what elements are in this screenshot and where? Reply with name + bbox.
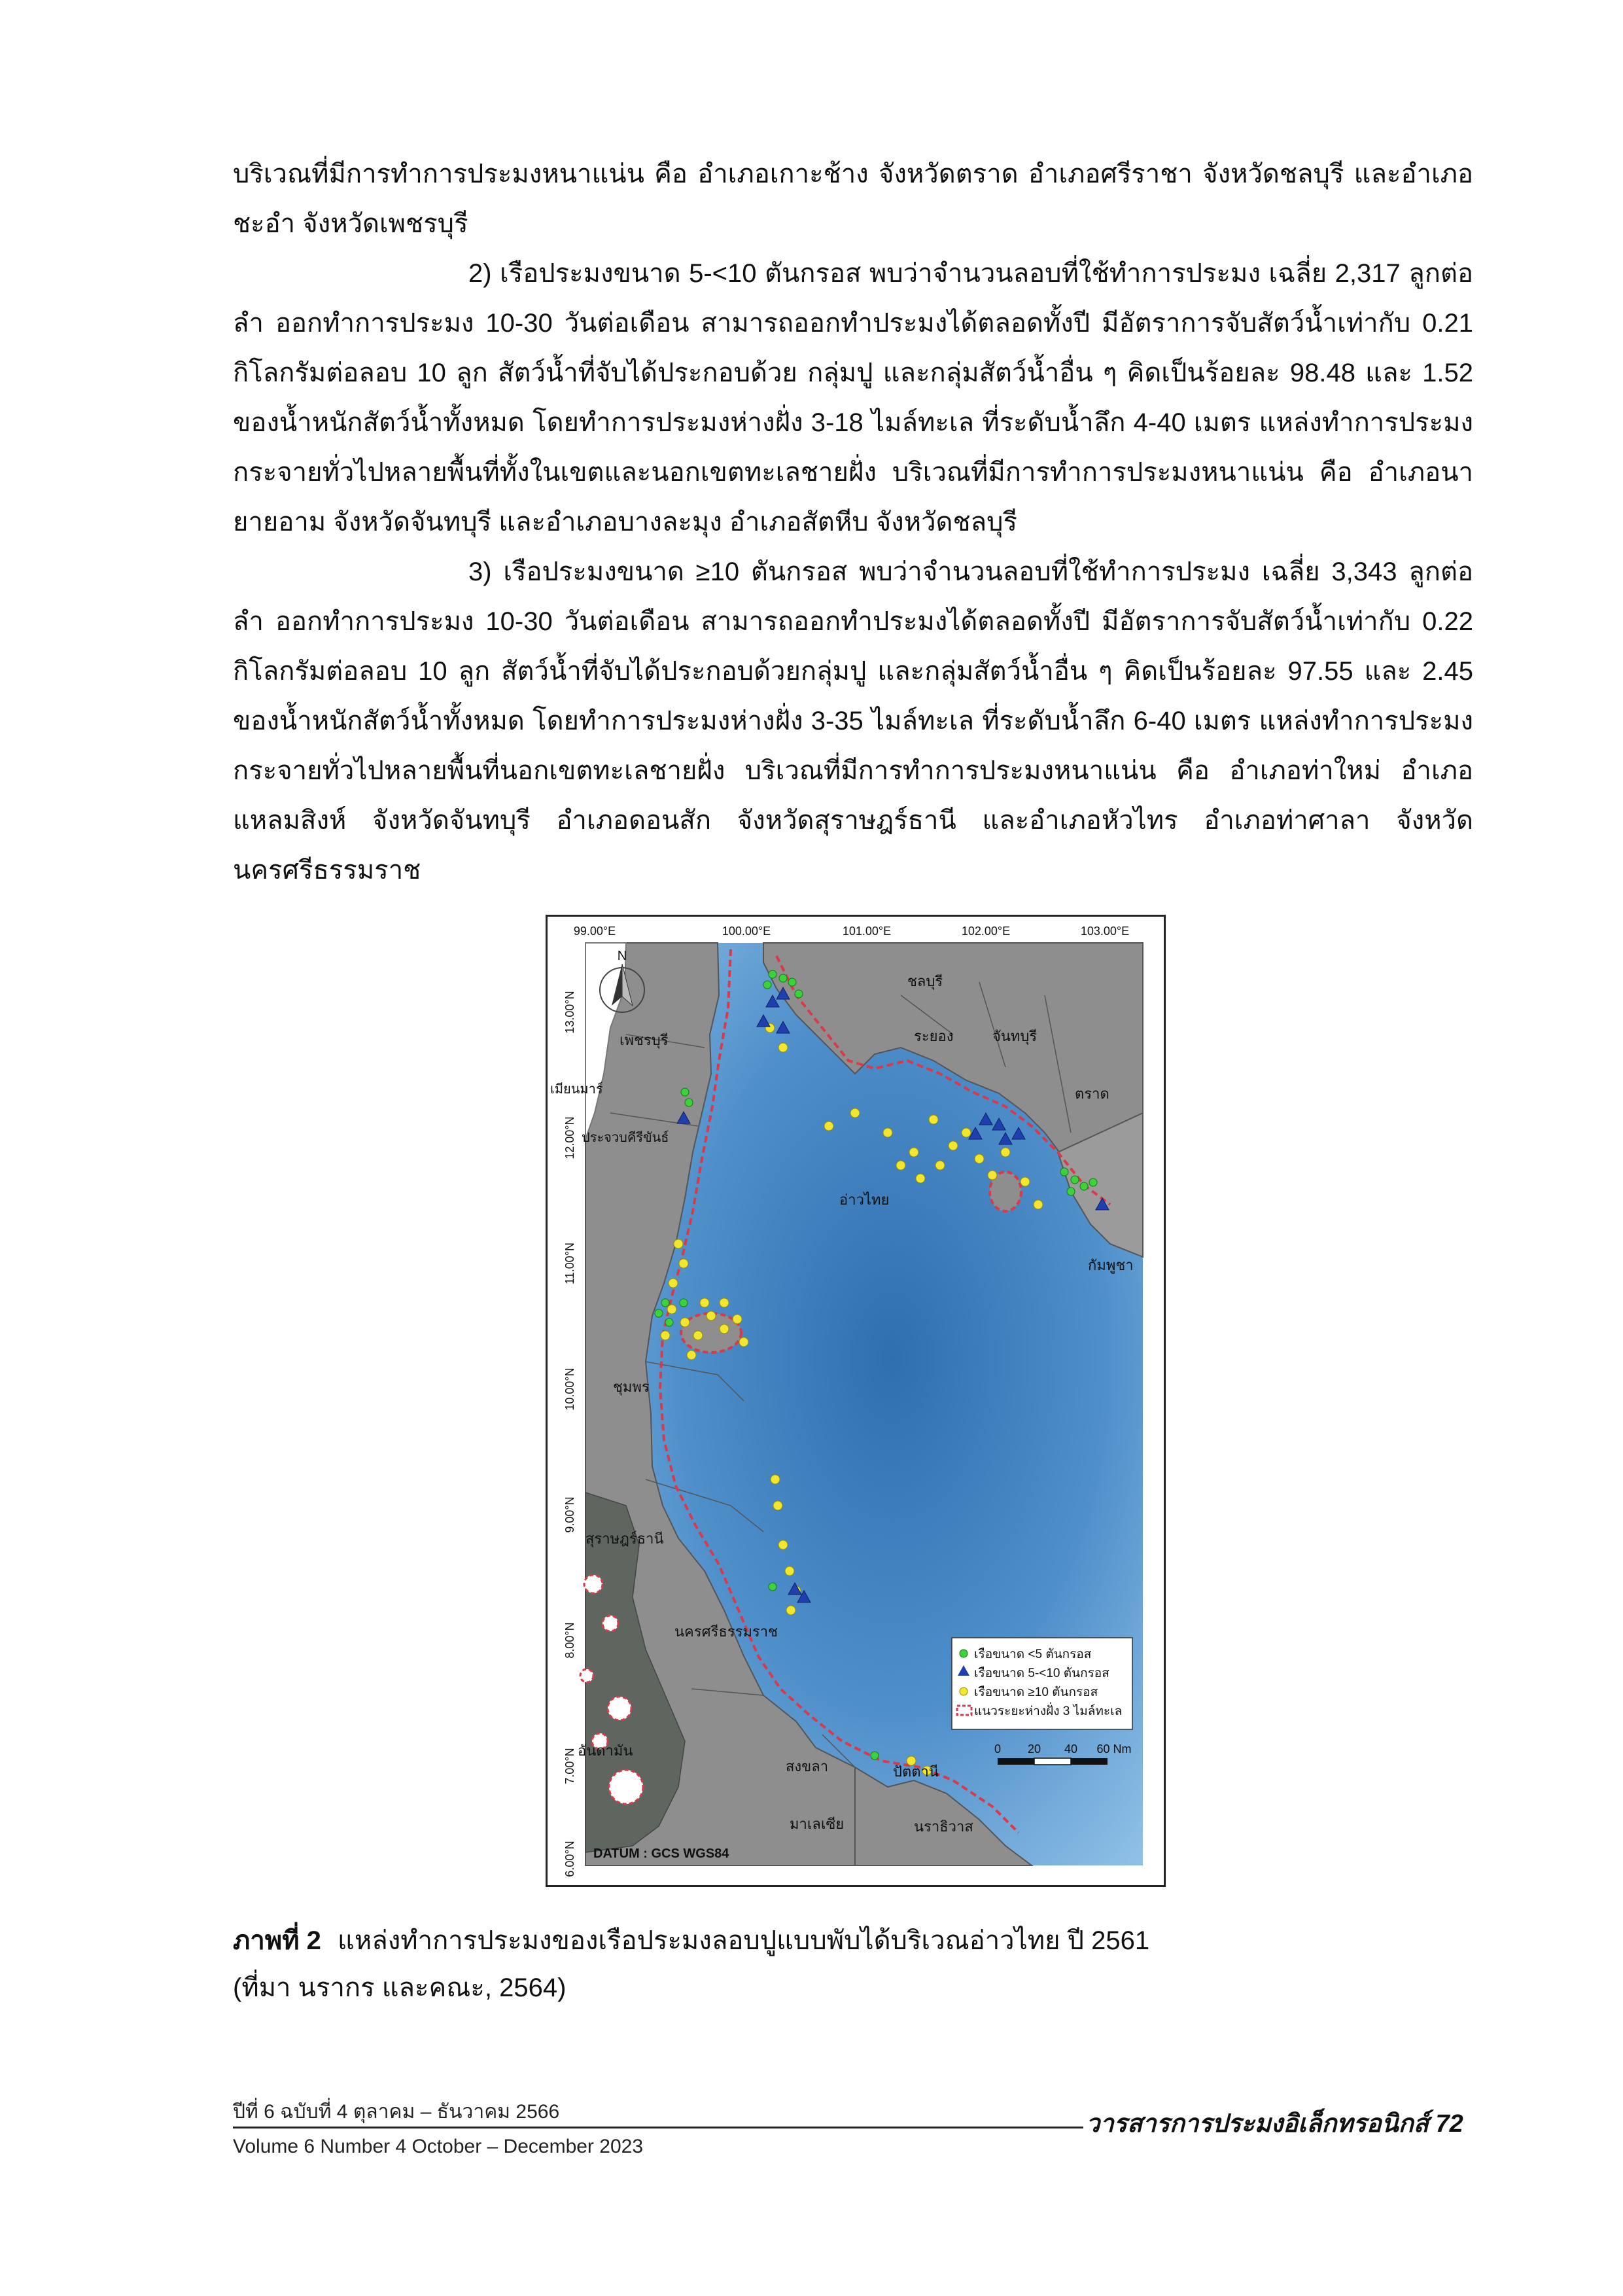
label-songkhla: สงขลา [786, 1758, 829, 1775]
label-pattani: ปัตตานี [893, 1763, 939, 1780]
label-trat: ตราด [1075, 1086, 1109, 1102]
caption-text: แหล่งทำการประมงของเรือประมงลอบปูแบบพับได้บริเวณอ่าวไทย ปี 2561 [338, 1926, 1150, 1955]
body-paragraph-3: 3) เรือประมงขนาด ≥10 ตันกรอส พบว่าจำนวนลอบที่ใช้ทำการประมง เฉลี่ย 3,343 ลูกต่อลำ ออกทำการประมง 10-30 วันต่อเดือน สามารถออกทำประมงได้ตลอดทั้งปี มีอัตราการจับสัตว์น้ำเท่ากับ 0.22 กิโลกรัมต่อลอบ 10 ลูก สัตว์น้ำที่จับได้ประกอบด้วยกลุ่มปู และกลุ่มสัตว์น้ำอื่น ๆ คิดเป็นร้อยละ 97.55 และ 2.45 ของน้ำหนักสัตว์น้ำทั้งหมด โดยทำการประมงห่างฝั่ง 3-35 ไมล์ทะเล ที่ระดับน้ำลึก 6-40 เมตร แหล่งทำการประมงกระจายทั่วไปหลายพื้นที่นอกเขตทะเลชายฝั่ง บริเวณที่มีการทำการประมงหนาแน่น คือ อำเภอท่าใหม่ อำเภอแหลมสิงห์ จังหวัดจันทบุรี อำเภอดอนสัก จังหวัดสุราษฎร์ธานี และอำเภอหัวไทร อำเภอท่าศาลา จังหวัดนครศรีธรรมราช [233, 557, 1473, 885]
north-label: N [617, 949, 627, 963]
scale-label-60: 60 Nm [1096, 1742, 1132, 1756]
lon-tick-102: 102.00°E [961, 925, 1011, 938]
label-phetchaburi: เพชรบุรี [620, 1032, 669, 1048]
body-paragraph-1: บริเวณที่มีการทำการประมงหนาแน่น คือ อำเภอเกาะช้าง จังหวัดตราด อำเภอศรีราชา จังหวัดชลบุรี และอำเภอชะอำ จังหวัดเพชรบุรี [233, 160, 1474, 238]
map-figure [548, 917, 1164, 1885]
map-legend [952, 1638, 1132, 1729]
footer-rule [233, 2127, 1083, 2128]
lon-tick-101: 101.00°E [842, 925, 892, 938]
lon-tick-100: 100.00°E [722, 925, 771, 938]
label-myanmar: เมียนมาร์ [550, 1082, 603, 1097]
legend-small-boats: เรือขนาด <5 ตันกรอส [974, 1648, 1092, 1661]
legend-medium-boats: เรือขนาด 5-<10 ตันกรอส [974, 1667, 1109, 1680]
label-gulf: อ่าวไทย [839, 1192, 890, 1208]
legend-buffer-line: แนวระยะห่างฝั่ง 3 ไมล์ทะเล [974, 1704, 1123, 1718]
label-andaman: อันดามัน [578, 1742, 633, 1759]
legend-large-boats: เรือขนาด ≥10 ตันกรอส [974, 1686, 1098, 1699]
label-narathiwat: นราธิวาส [914, 1818, 973, 1835]
footer-issue-th: ปีที่ 6 ฉบับที่ 4 ตุลาคม – ธันวาคม 2566 [233, 2101, 560, 2123]
caption-source: (ที่มา นรากร และคณะ, 2564) [233, 1973, 567, 2002]
label-cambodia: กัมพูชา [1088, 1257, 1134, 1273]
label-surat: สุราษฎร์ธานี [585, 1530, 664, 1547]
lat-tick-6: 6.00°N [563, 1841, 576, 1877]
lat-tick-13: 13.00°N [563, 991, 576, 1034]
scale-label-20: 20 [1027, 1742, 1041, 1756]
footer-journal-name: วารสารการประมงอิเล็กทรอนิกส์ 72 [1086, 2110, 1463, 2138]
lat-tick-11: 11.00°N [563, 1243, 576, 1284]
label-rayong: ระยอง [914, 1028, 954, 1044]
figure-caption [233, 1917, 1473, 2011]
footer-issue-en: Volume 6 Number 4 October – December 2023 [233, 2136, 643, 2157]
lat-tick-8: 8.00°N [563, 1622, 576, 1659]
caption-label: ภาพที่ 2 [233, 1926, 321, 1955]
label-prachuap: ประจวบคีรีขันธ์ [582, 1131, 669, 1145]
lon-tick-103: 103.00°E [1080, 925, 1130, 938]
body-paragraph-2: 2) เรือประมงขนาด 5-<10 ตันกรอส พบว่าจำนวนลอบที่ใช้ทำการประมง เฉลี่ย 2,317 ลูกต่อลำ ออกทำการประมง 10-30 วันต่อเดือน สามารถออกทำประมงได้ตลอดทั้งปี มีอัตราการจับสัตว์น้ำเท่ากับ 0.21 กิโลกรัมต่อลอบ 10 ลูก สัตว์น้ำที่จับได้ประกอบด้วย กลุ่มปู และกลุ่มสัตว์น้ำอื่น ๆ คิดเป็นร้อยละ 98.48 และ 1.52 ของน้ำหนักสัตว์น้ำทั้งหมด โดยทำการประมงห่างฝั่ง 3-18 ไมล์ทะเล ที่ระดับน้ำลึก 4-40 เมตร แหล่งทำการประมงกระจายทั่วไปหลายพื้นที่ทั้งในเขตและนอกเขตทะเลชายฝั่ง บริเวณที่มีการทำการประมงหนาแน่น คือ อำเภอนายายอาม จังหวัดจันทบุรี และอำเภอบางละมุง อำเภอสัตหีบ จังหวัดชลบุรี [233, 259, 1473, 537]
scale-label-40: 40 [1064, 1742, 1078, 1756]
label-chanthaburi: จันทบุรี [992, 1028, 1038, 1044]
datum-label: DATUM : GCS WGS84 [593, 1846, 729, 1861]
label-malaysia: มาเลเซีย [790, 1816, 845, 1832]
label-chonburi: ชลบุรี [907, 973, 943, 989]
label-nakhon: นครศรีธรรมราช [674, 1623, 778, 1640]
lon-tick-99: 99.00°E [573, 925, 616, 938]
lat-tick-10: 10.00°N [563, 1368, 576, 1411]
label-chumphon: ชุมพร [613, 1379, 650, 1395]
fishing-ground-map [546, 915, 1166, 1887]
lat-tick-12: 12.00°N [563, 1116, 576, 1159]
lat-tick-7: 7.00°N [563, 1748, 576, 1784]
lat-tick-9: 9.00°N [563, 1496, 576, 1533]
scale-label-0: 0 [994, 1742, 1002, 1756]
